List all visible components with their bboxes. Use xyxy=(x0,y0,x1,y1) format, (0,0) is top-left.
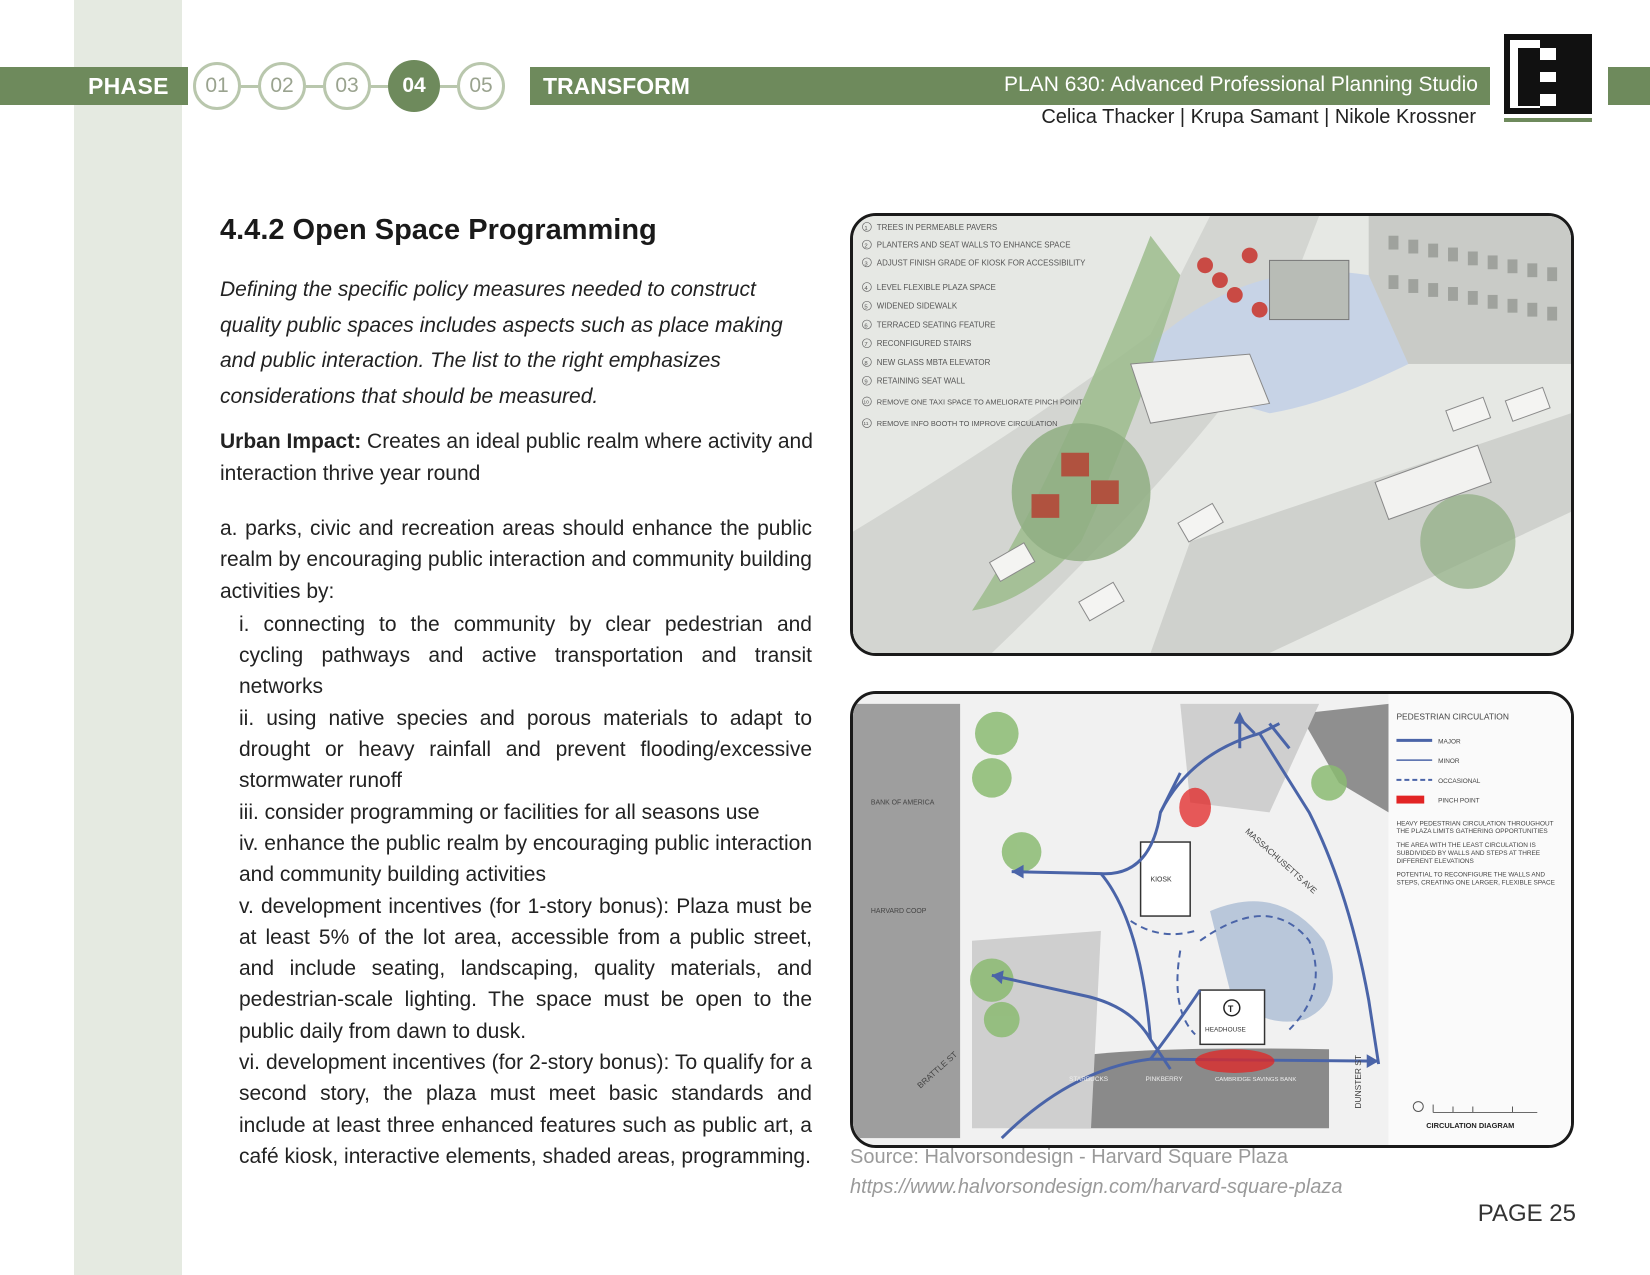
legend-item: WIDENED SIDEWALK xyxy=(876,301,958,311)
phase-step-02: 02 xyxy=(258,62,306,110)
legend-item: LEVEL FLEXIBLE PLAZA SPACE xyxy=(876,283,996,292)
svg-text:7: 7 xyxy=(864,342,868,349)
policy-list xyxy=(220,513,812,1172)
legend-major: MAJOR xyxy=(1438,738,1461,746)
legend-title: PEDESTRIAN CIRCULATION xyxy=(1396,711,1509,722)
legend-item: RECONFIGURED STAIRS xyxy=(876,339,972,349)
urban-impact-label: Urban Impact: xyxy=(220,430,362,453)
side-strip xyxy=(74,0,182,1275)
legend-item: ADJUST FINISH GRADE OF KIOSK FOR ACCESSIBILITY xyxy=(876,258,1086,268)
svg-text:10: 10 xyxy=(863,400,869,406)
legend-item: PLANTERS AND SEAT WALLS TO ENHANCE SPACE xyxy=(876,240,1071,250)
headhouse-label: HEADHOUSE xyxy=(1205,1026,1246,1034)
course-title: PLAN 630: Advanced Professional Planning Studio xyxy=(1004,73,1478,96)
svg-text:6: 6 xyxy=(864,323,868,330)
label-cambridge: CAMBRIDGE SAVINGS BANK xyxy=(1214,1076,1297,1083)
urban-impact-text: Creates an ideal public realm where activity and interaction thrive year round xyxy=(220,430,813,485)
label-brattle: BRATTLE ST xyxy=(915,1049,960,1091)
circulation-diagram xyxy=(850,691,1574,1148)
legend-occasional: OCCASIONAL xyxy=(1438,777,1481,785)
svg-text:11: 11 xyxy=(863,422,869,428)
phase-name: TRANSFORM xyxy=(543,73,690,99)
svg-text:2: 2 xyxy=(864,243,868,250)
list-item: i. connecting to the community by clear pedestrian and cycling pathways and active transportation and transit networks xyxy=(239,612,812,699)
section-title: 4.4.2 Open Space Programming xyxy=(220,214,657,246)
label-bank: BANK OF AMERICA xyxy=(870,799,935,807)
label-pinkberry: PINKBERRY xyxy=(1145,1075,1183,1083)
circulation-diagram-svg xyxy=(853,694,1571,1145)
legend-note: THE AREA WITH THE LEAST CIRCULATION IS SUBDIVIDED BY WALLS AND STEPS AT THREE DIFFERENT ELEVATIONS xyxy=(1396,842,1541,865)
transit-icon: T xyxy=(1227,1003,1234,1014)
svg-text:5: 5 xyxy=(864,304,868,311)
legend-note: POTENTIAL TO RECONFIGURE THE WALLS AND STEPS, CREATING ONE LARGER, FLEXIBLE SPACE xyxy=(1396,871,1555,887)
end-band xyxy=(1608,67,1650,105)
step-connector xyxy=(306,85,323,88)
label-mass-ave: MASSACHUSETTS AVE xyxy=(1243,826,1320,896)
list-item-a: a. parks, civic and recreation areas should enhance the public realm by encouraging public interaction and community building activities by: xyxy=(220,517,812,603)
phase-label: PHASE xyxy=(88,73,169,99)
step-connector xyxy=(371,85,388,88)
svg-text:9: 9 xyxy=(864,379,868,386)
studio-logo xyxy=(1504,34,1596,124)
phase-step-05: 05 xyxy=(457,62,505,110)
step-connector xyxy=(241,85,258,88)
plaza-rendering-svg xyxy=(853,216,1571,653)
source-url[interactable]: https://www.halvorsondesign.com/harvard-square-plaza xyxy=(850,1176,1343,1198)
legend-item: NEW GLASS MBTA ELEVATOR xyxy=(876,357,991,367)
legend-item: TERRACED SEATING FEATURE xyxy=(876,320,996,330)
list-item: v. development incentives (for 1-story bonus): Plaza must be at least 5% of the lot area, accessible from a public street, and include seating, landscaping, quality materials, and pedestrian-scale lighting. The space must be open to the public daily from dawn to dusk. xyxy=(239,894,812,1043)
legend-item: REMOVE INFO BOOTH TO IMPROVE CIRCULATION xyxy=(876,419,1058,429)
svg-text:4: 4 xyxy=(864,285,868,292)
legend-item: REMOVE ONE TAXI SPACE TO AMELIORATE PINCH POINT xyxy=(876,397,1083,407)
legend-pinch: PINCH POINT xyxy=(1438,797,1480,805)
legend-minor: MINOR xyxy=(1438,758,1460,766)
step-connector xyxy=(440,85,457,88)
svg-text:3: 3 xyxy=(864,261,868,268)
diagram-title: CIRCULATION DIAGRAM xyxy=(1426,1121,1515,1131)
phase-step-04-active: 04 xyxy=(388,60,440,112)
phase-step-01: 01 xyxy=(193,62,241,110)
legend-note: HEAVY PEDESTRIAN CIRCULATION THROUGHOUT THE PLAZA LIMITS GATHERING OPPORTUNITIES xyxy=(1396,820,1554,836)
phase-steps xyxy=(193,60,505,112)
legend-item: RETAINING SEAT WALL xyxy=(876,376,966,386)
svg-text:1: 1 xyxy=(864,225,868,232)
label-dunster: DUNSTER ST xyxy=(1352,1055,1363,1109)
source-label: Source: Halvorsondesign - Harvard Square Plaza xyxy=(850,1146,1288,1168)
list-item: ii. using native species and porous materials to adapt to drought or heavy rainfall and prevent flooding/excessive stormwater runoff xyxy=(239,706,812,793)
page-number: PAGE 25 xyxy=(1477,1200,1576,1227)
list-item: iii. consider programming or facilities for all seasons use xyxy=(239,800,760,824)
kiosk-label: KIOSK xyxy=(1150,876,1172,884)
phase-step-03: 03 xyxy=(323,62,371,110)
list-item: vi. development incentives (for 2-story bonus): To qualify for a second story, the plaza must meet basic standards and include at least three enhanced features such as public art, a café kiosk, interactive elements, shaded areas, programming. xyxy=(239,1051,812,1168)
legend-item: TREES IN PERMEABLE PAVERS xyxy=(876,222,998,232)
plaza-rendering xyxy=(850,213,1574,656)
svg-text:8: 8 xyxy=(864,360,868,367)
authors: Celica Thacker | Krupa Samant | Nikole Krossner xyxy=(1041,106,1476,128)
pinch-point-marker xyxy=(1195,1049,1274,1073)
urban-impact xyxy=(220,426,820,490)
label-coop: HARVARD COOP xyxy=(870,908,927,916)
list-item: iv. enhance the public realm by encouraging public interaction and community building activities xyxy=(239,831,812,887)
intro-paragraph: Defining the specific policy measures needed to construct quality public spaces includes aspects such as place making and public interaction. The list to the right emphasizes considerations that should be measured. xyxy=(220,278,783,408)
pinch-point-marker xyxy=(1179,788,1211,827)
label-starbucks: STARBUCKS xyxy=(1069,1075,1109,1083)
